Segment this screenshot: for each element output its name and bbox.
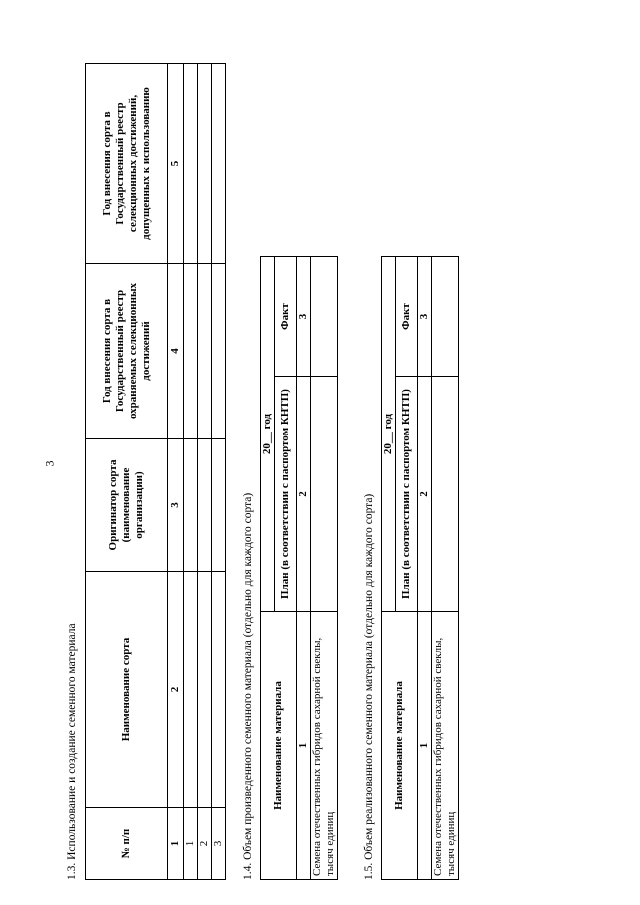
- table-cell: [432, 377, 459, 612]
- table-1-4: [260, 256, 338, 880]
- material-row-label: Семена отечественных гибридов сахарной свеклы, тысяч единиц: [311, 612, 338, 880]
- page-number: 3: [42, 460, 57, 467]
- material-row-label: Семена отечественных гибридов сахарной свеклы, тысяч единиц: [432, 612, 459, 880]
- table-1-5-column-number-row: [418, 257, 432, 880]
- header-fact: Факт: [396, 257, 418, 377]
- header-year: 20__ год: [261, 257, 275, 612]
- header-year-protected-register: Год внесения сорта в Государственный реестр охраняемых селекционных достижений: [86, 264, 168, 439]
- header-material-name: Наименование материала: [261, 612, 297, 880]
- table-1-3: [85, 63, 226, 880]
- table-cell: [311, 377, 338, 612]
- column-number: 1: [168, 808, 184, 880]
- table-row: [432, 257, 459, 880]
- table-row: [198, 64, 212, 880]
- section-1-5-caption: 1.5. Объем реализованного семенного материала (отдельно для каждого сорта): [363, 493, 375, 880]
- table-cell: [198, 572, 212, 808]
- table-cell: [198, 264, 212, 439]
- header-number: № п/п: [86, 808, 168, 880]
- table-1-3-column-number-row: [168, 64, 184, 880]
- table-row: [311, 257, 338, 880]
- table-cell: [212, 572, 226, 808]
- column-number: 1: [297, 612, 311, 880]
- column-number: 2: [297, 377, 311, 612]
- table-1-5: [381, 256, 459, 880]
- section-1-4-caption: 1.4. Объем произведенного семенного материала (отдельно для каждого сорта): [242, 492, 254, 880]
- row-number: 1: [184, 808, 198, 880]
- table-cell: [198, 439, 212, 572]
- section-1-3-caption: 1.3. Использование и создание семенного материала: [66, 623, 78, 880]
- table-1-3-header-row: [86, 64, 168, 880]
- table-cell: [184, 64, 198, 264]
- header-plan: План (в соответствии с паспортом КНТП): [396, 377, 418, 612]
- header-fact: Факт: [275, 257, 297, 377]
- table-cell: [184, 264, 198, 439]
- table-cell: [212, 264, 226, 439]
- column-number: 3: [297, 257, 311, 377]
- header-variety-name: Наименование сорта: [86, 572, 168, 808]
- table-row: [184, 64, 198, 880]
- table-cell: [212, 64, 226, 264]
- row-number: 2: [198, 808, 212, 880]
- rotated-content: [65, 35, 505, 880]
- header-year: 20__ год: [382, 257, 396, 612]
- table-1-4-column-number-row: [297, 257, 311, 880]
- table-cell: [198, 64, 212, 264]
- table-cell: [311, 257, 338, 377]
- header-plan: План (в соответствии с паспортом КНТП): [275, 377, 297, 612]
- table-cell: [184, 572, 198, 808]
- table-1-4-year-row: [261, 257, 275, 880]
- header-originator: Оригинатор сорта (наименование организации): [86, 439, 168, 572]
- table-cell: [212, 439, 226, 572]
- header-material-name: Наименование материала: [382, 612, 418, 880]
- column-number: 2: [168, 572, 184, 808]
- row-number: 3: [212, 808, 226, 880]
- table-row: [212, 64, 226, 880]
- column-number: 2: [418, 377, 432, 612]
- table-1-5-year-row: [382, 257, 396, 880]
- column-number: 3: [418, 257, 432, 377]
- column-number: 3: [168, 439, 184, 572]
- table-cell: [432, 257, 459, 377]
- column-number: 4: [168, 264, 184, 439]
- column-number: 1: [418, 612, 432, 880]
- column-number: 5: [168, 64, 184, 264]
- header-year-approved-register: Год внесения сорта в Государственный реестр селекционных достижений, допущенных к использованию: [86, 64, 168, 264]
- table-cell: [184, 439, 198, 572]
